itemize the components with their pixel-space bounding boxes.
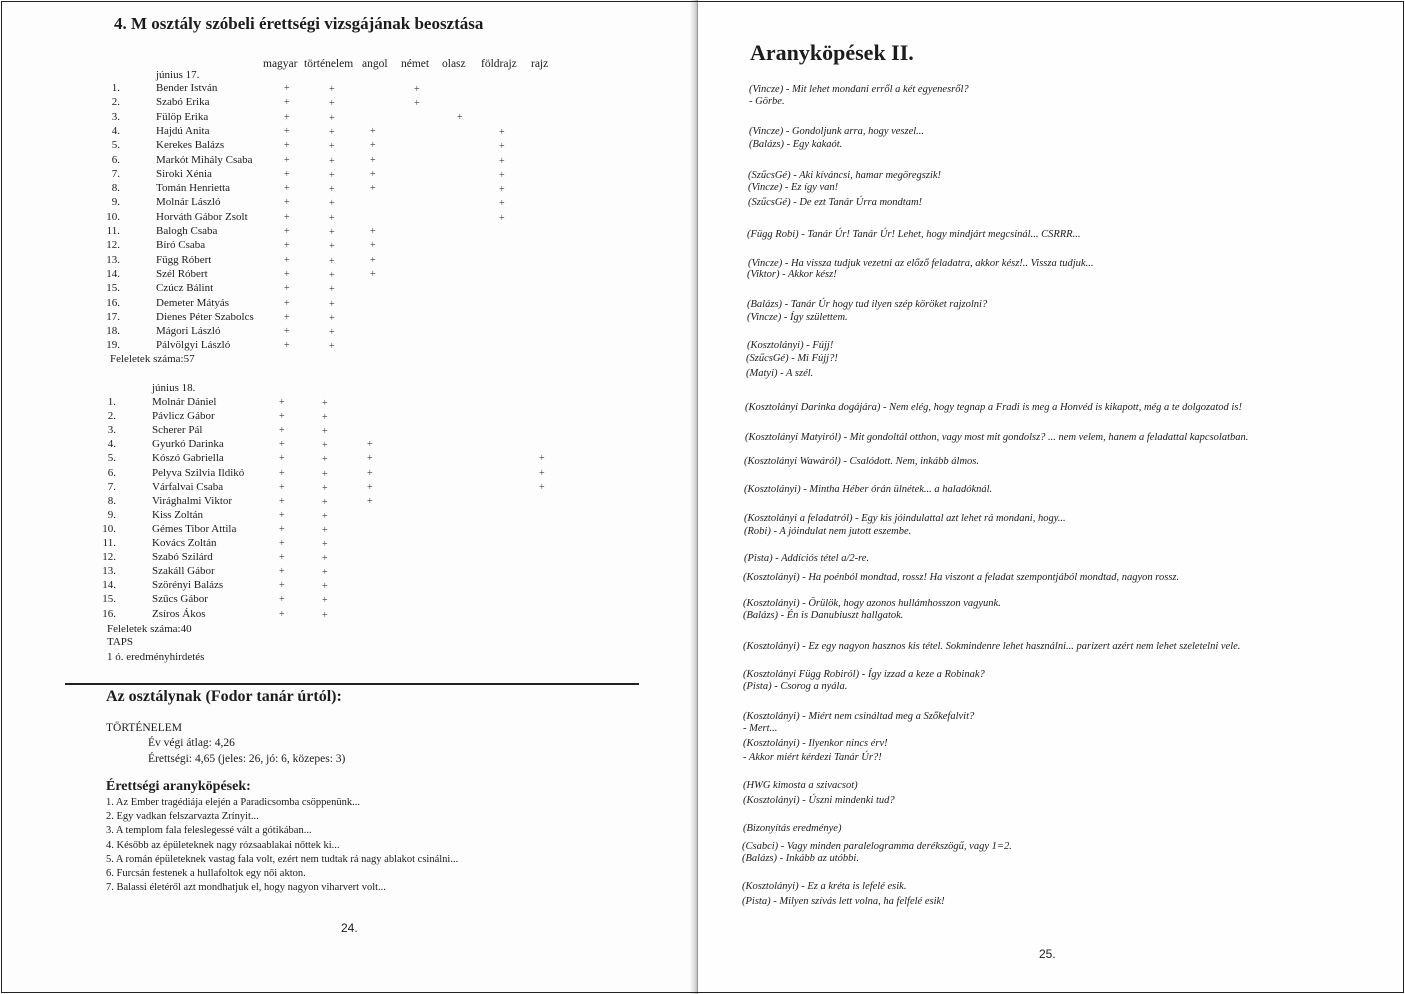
- table-row: [96, 297, 566, 311]
- subject-mark: +: [414, 98, 420, 110]
- quote-line: (Pista) - Addíciós tétel a/2-re.: [744, 553, 870, 564]
- subject-mark: +: [499, 184, 505, 196]
- subject-mark: +: [370, 254, 376, 266]
- row-number: 5.: [107, 452, 116, 465]
- student-name: Szél Róbert: [156, 267, 208, 280]
- day2-total: Feleletek száma:40: [107, 623, 192, 635]
- subject-mark: +: [322, 539, 328, 550]
- quote-line: - Akkor miért kérdezi Tanár Úr?!: [743, 752, 882, 763]
- student-name: Szabó Szilárd: [152, 551, 213, 564]
- table-row: [92, 410, 562, 424]
- student-name: Balogh Csaba: [156, 225, 218, 237]
- quote-line: (Balázs) - Egy kakaót.: [749, 139, 843, 150]
- quote-line: (Kosztolányi a feladatról) - Egy kis jóindulattal azt lehet rá mondani, hogy...: [744, 513, 1066, 524]
- subject-mark: +: [279, 453, 285, 465]
- subject-mark: +: [329, 269, 335, 281]
- subject-mark: +: [284, 340, 290, 352]
- subject-mark: +: [329, 341, 335, 353]
- subject-mark: +: [329, 98, 335, 110]
- page-number-left: 24.: [341, 921, 358, 935]
- exam-quote: 1. Az Ember tragédiája elején a Paradicsomba csöppenünk...: [106, 797, 360, 808]
- table-row: [92, 495, 562, 509]
- subject-mark: +: [329, 312, 335, 324]
- row-number: 11.: [106, 225, 120, 237]
- student-name: Kovács Zoltán: [152, 537, 217, 549]
- exam-quote: 4. Később az épületeknek nagy rózsaablakai nőttek ki...: [106, 839, 340, 851]
- exam-quote: 3. A templom fala feleslegessé vált a gótikában...: [106, 825, 312, 837]
- subject-header: angol: [362, 58, 388, 70]
- student-name: Szörényi Balázs: [152, 579, 224, 592]
- quote-line: (Függ Robi) - Tanár Úr! Tanár Úr! Lehet, hogy mindjárt megcsinál... CSRRR...: [747, 229, 1081, 240]
- table-row: [92, 523, 562, 537]
- student-name: Fülöp Erika: [156, 110, 209, 123]
- row-number: 19.: [106, 339, 120, 352]
- subject-mark: +: [284, 111, 290, 123]
- subject-header: olasz: [442, 58, 466, 70]
- subject-mark: +: [279, 608, 285, 620]
- quote-line: (Balázs) - Inkább az utóbbi.: [742, 853, 859, 864]
- row-number: 3.: [111, 110, 120, 123]
- quote-line: (SzűcsGé) - Aki kíváncsi, hamar megöregszik!: [748, 170, 942, 181]
- student-name: Demeter Mátyás: [156, 296, 229, 309]
- table-row: [92, 537, 562, 551]
- student-name: Molnár Dániel: [152, 396, 217, 408]
- row-number: 9.: [111, 196, 120, 209]
- quote-line: (SzűcsGé) - De ezt Tanár Úrra mondtam!: [748, 197, 923, 208]
- exam-quote: 6. Furcsán festenek a hullafoltok egy női akton.: [106, 868, 306, 879]
- subject-mark: +: [322, 412, 328, 424]
- quote-line: (Kosztolányi) - Mintha Héber órán ülnétek... a haladóknál.: [744, 484, 993, 495]
- subject-mark: +: [329, 298, 335, 310]
- subject-header: magyar: [263, 58, 298, 70]
- table-row: [92, 396, 562, 410]
- row-number: 10.: [102, 522, 116, 535]
- subject-mark: +: [367, 453, 373, 465]
- row-number: 2.: [111, 96, 120, 109]
- quote-line: (SzűcsGé) - Mi Fújj?!: [746, 353, 838, 364]
- exam-quote: 7. Balassi életéről azt mondhatjuk el, hogy nagyon viharvert volt...: [106, 882, 386, 894]
- subject-mark: +: [499, 212, 505, 224]
- subject-mark: +: [329, 184, 335, 196]
- class-section-title: Az osztálynak (Fodor tanár úrtól):: [106, 688, 342, 705]
- day2-extra-taps: TAPS: [107, 636, 134, 648]
- table-row: [96, 282, 566, 296]
- subject-mark: +: [322, 595, 328, 607]
- quote-line: (Vincze) - Mit lehet mondani erről a két egyenesről?: [749, 84, 969, 95]
- subject-mark: +: [322, 398, 328, 409]
- subject-mark: +: [329, 155, 335, 167]
- subject-mark: +: [279, 580, 285, 592]
- tortenelem-label: TÖRTÉNELEM: [106, 722, 182, 734]
- subject-mark: +: [329, 241, 335, 253]
- subject-mark: +: [284, 97, 290, 109]
- subject-mark: +: [370, 240, 376, 252]
- table-row: [92, 551, 562, 565]
- table-row: [96, 254, 566, 268]
- subject-mark: +: [414, 84, 420, 95]
- subject-mark: +: [329, 126, 335, 138]
- table-row: [96, 154, 566, 168]
- subject-mark: +: [284, 226, 290, 237]
- subject-mark: +: [284, 211, 290, 223]
- quote-line: (Pista) - Csorog a nyála.: [743, 681, 848, 692]
- quote-line: (Kosztolányi) - Ilyenkor nincs érv!: [743, 738, 888, 749]
- subject-mark: +: [322, 482, 328, 494]
- subject-mark: +: [539, 481, 545, 493]
- quote-line: - Mert...: [743, 723, 778, 734]
- table-row: [96, 211, 566, 225]
- table-row: [96, 196, 566, 210]
- quote-line: (Kosztolányi Wawáról) - Csalódott. Nem, inkább álmos.: [744, 456, 979, 467]
- subject-mark: +: [367, 467, 373, 479]
- subject-mark: +: [284, 283, 290, 295]
- day1-date: június 17.: [156, 69, 200, 81]
- row-number: 1.: [111, 82, 120, 94]
- subject-mark: +: [279, 425, 285, 437]
- table-row: [92, 424, 562, 438]
- page-number-right: 25.: [1039, 947, 1056, 961]
- subject-mark: +: [322, 496, 328, 508]
- student-name: Horváth Gábor Zsolt: [156, 210, 248, 223]
- row-number: 6.: [107, 466, 116, 479]
- subject-mark: +: [370, 168, 376, 180]
- subject-mark: +: [322, 581, 328, 593]
- student-name: Hajdú Anita: [156, 124, 210, 137]
- row-number: 7.: [111, 167, 120, 180]
- subject-mark: +: [370, 268, 376, 280]
- table-row: [96, 111, 566, 125]
- subject-mark: +: [322, 524, 328, 536]
- quote-line: (Kosztolányi) - Fújj!: [747, 340, 834, 351]
- quote-line: (Kosztolányi Darinka dogájára) - Nem elég, hogy tegnap a Fradi is meg a Honvéd is kikapott, még a te dolgozatod is!: [745, 402, 1242, 413]
- row-number: 7.: [107, 480, 116, 493]
- student-name: Szabó Erika: [156, 96, 210, 109]
- table-row: [96, 82, 566, 96]
- row-number: 15.: [102, 593, 116, 606]
- subject-mark: +: [279, 397, 285, 408]
- quote-line: (Csabci) - Vagy minden paralelogramma derékszögű, vagy 1=2.: [742, 841, 1012, 852]
- table-row: [92, 438, 562, 452]
- row-number: 9.: [107, 508, 116, 521]
- subject-header: történelem: [304, 58, 354, 70]
- subject-mark: +: [322, 440, 328, 452]
- exam-quotes-title: Érettségi aranyköpések:: [106, 779, 251, 794]
- row-number: 10.: [106, 210, 120, 223]
- student-name: Gyurkó Darinka: [152, 438, 224, 451]
- row-number: 14.: [106, 267, 120, 280]
- table-row: [92, 579, 562, 593]
- subject-mark: +: [279, 439, 285, 451]
- subject-mark: +: [329, 84, 335, 95]
- table-row: [92, 509, 562, 523]
- subject-mark: +: [539, 453, 545, 465]
- subject-mark: +: [539, 467, 545, 479]
- student-name: Siroki Xénia: [156, 167, 212, 180]
- student-name: Bíró Csaba: [156, 239, 206, 252]
- student-name: Dienes Péter Szabolcs: [156, 310, 254, 323]
- quote-line: (Balázs) - Én is Danubiuszt hallgatok.: [743, 610, 904, 621]
- row-number: 12.: [106, 239, 120, 252]
- subject-mark: +: [329, 141, 335, 153]
- student-name: Várfalvai Csaba: [152, 480, 224, 493]
- subject-mark: +: [279, 552, 285, 564]
- row-number: 4.: [107, 438, 116, 451]
- table-row: [96, 268, 566, 282]
- quote-line: (Viktor) - Akkor kész!: [747, 269, 837, 280]
- subject-mark: +: [279, 594, 285, 606]
- aranykopesek-title: Aranyköpések II.: [750, 40, 914, 65]
- subject-mark: +: [284, 311, 290, 323]
- quote-line: (Kosztolányi) - Ez egy nagyon hasznos kis tétel. Sokmindenre lehet használni... parizert azért nem lehet szeletelni vele.: [743, 641, 1241, 652]
- table-row: [96, 168, 566, 182]
- subject-mark: +: [284, 125, 290, 137]
- subject-mark: +: [284, 183, 290, 195]
- table-row: [96, 96, 566, 110]
- quote-line: (Kosztolányi) - Ez a kréta is lefelé esik.: [742, 881, 907, 892]
- quote-line: (Balázs) - Tanár Úr hogy tud ilyen szép köröket rajzolni?: [747, 299, 988, 310]
- student-name: Pávlicz Gábor: [152, 410, 215, 423]
- day1-table: [96, 82, 566, 352]
- row-number: 18.: [106, 325, 120, 338]
- quote-line: (Kosztolányi) - Úszni mindenki tud?: [743, 795, 895, 806]
- subject-mark: +: [284, 140, 290, 152]
- subject-mark: +: [322, 553, 328, 565]
- subject-mark: +: [284, 297, 290, 309]
- table-row: [96, 311, 566, 325]
- quote-line: (Kosztolányi Matyiról) - Mit gondoltál otthon, vagy most mit gondolsz? ... nem velem, hanem a feladattal kapcsolatban.: [745, 432, 1249, 443]
- quote-line: (Kosztolányi) - Ha poénból mondtad, rossz! Ha viszont a feladat szempontjából mondtad, nagyon rossz.: [743, 572, 1180, 583]
- subject-mark: +: [322, 468, 328, 480]
- subject-header: rajz: [531, 58, 549, 70]
- subject-mark: +: [322, 454, 328, 466]
- student-name: Czúcz Bálint: [156, 282, 214, 295]
- subject-mark: +: [499, 141, 505, 153]
- table-row: [92, 467, 562, 481]
- quote-line: (HWG kimosta a szivacsot): [743, 780, 858, 791]
- quote-line: (Matyi) - A szél.: [746, 368, 814, 379]
- subject-mark: +: [279, 538, 285, 549]
- subject-mark: +: [329, 198, 335, 210]
- student-name: Gémes Tibor Attila: [152, 522, 237, 535]
- row-number: 8.: [111, 182, 120, 195]
- subject-mark: +: [329, 112, 335, 124]
- subject-mark: +: [322, 567, 328, 579]
- subject-mark: +: [367, 495, 373, 507]
- student-name: Szűcs Gábor: [152, 593, 208, 606]
- schedule-title: 4. M osztály szóbeli érettségi vizsgájának beosztása: [114, 14, 484, 33]
- subject-mark: +: [284, 83, 290, 94]
- tortenelem-average: Év végi átlag: 4,26: [148, 737, 235, 749]
- table-row: [96, 182, 566, 196]
- row-number: 4.: [111, 124, 120, 137]
- quote-line: (Kosztolányi) - Miért nem csináltad meg a Szőkefalvit?: [743, 711, 975, 722]
- row-number: 13.: [102, 565, 116, 578]
- row-number: 16.: [102, 607, 116, 620]
- row-number: 1.: [107, 396, 116, 408]
- subject-mark: +: [284, 240, 290, 252]
- student-name: Kiss Zoltán: [152, 508, 204, 521]
- student-name: Függ Róbert: [156, 253, 212, 266]
- section-divider: [65, 683, 639, 685]
- subject-mark: +: [370, 140, 376, 152]
- student-name: Kószó Gabriella: [152, 452, 224, 465]
- row-number: 2.: [107, 410, 116, 423]
- student-name: Mágori László: [156, 325, 221, 338]
- quote-line: (Bizonyítás eredménye): [743, 823, 842, 834]
- subject-mark: +: [279, 481, 285, 493]
- row-number: 3.: [107, 424, 116, 437]
- student-name: Kerekes Balázs: [156, 139, 225, 152]
- day2-table: [92, 396, 562, 626]
- table-row: [92, 608, 562, 622]
- exam-quote: 2. Egy vadkan felszarvazta Zrínyit...: [106, 811, 259, 823]
- table-row: [96, 139, 566, 153]
- student-name: Pelyva Szilvia Ildikó: [152, 466, 245, 479]
- row-number: 5.: [111, 139, 120, 152]
- subject-mark: +: [284, 268, 290, 280]
- tortenelem-exam: Érettségi: 4,65 (jeles: 26, jó: 6, közepes: 3): [148, 753, 346, 765]
- row-number: 16.: [106, 296, 120, 309]
- subject-mark: +: [367, 439, 373, 451]
- subject-mark: +: [279, 523, 285, 535]
- student-name: Markót Mihály Csaba: [156, 153, 253, 166]
- subject-mark: +: [284, 326, 290, 338]
- row-number: 8.: [107, 494, 116, 507]
- table-row: [92, 481, 562, 495]
- subject-mark: +: [370, 226, 376, 237]
- day2-extra-results: 1 ó. eredményhirdetés: [107, 651, 205, 663]
- subject-mark: +: [279, 467, 285, 479]
- table-row: [96, 125, 566, 139]
- row-number: 17.: [106, 310, 120, 323]
- table-row: [96, 339, 566, 353]
- quote-line: - Görbe.: [749, 96, 785, 107]
- subject-mark: +: [284, 154, 290, 166]
- subject-mark: +: [367, 481, 373, 493]
- row-number: 6.: [111, 153, 120, 166]
- subject-mark: +: [499, 169, 505, 181]
- subject-mark: +: [279, 411, 285, 423]
- quote-line: (Vincze) - Ez így van!: [748, 182, 839, 193]
- subject-mark: +: [284, 197, 290, 209]
- subject-mark: +: [370, 154, 376, 166]
- table-row: [92, 452, 562, 466]
- quote-line: (Vincze) - Ha vissza tudjuk vezetni az előző feladatra, akkor kész!.. Vissza tudjuk...: [748, 258, 1094, 269]
- subject-mark: +: [499, 126, 505, 138]
- subject-mark: +: [329, 169, 335, 181]
- student-name: Bender István: [156, 82, 218, 94]
- subject-mark: +: [329, 284, 335, 296]
- subject-header: földrajz: [481, 58, 517, 70]
- student-name: Virághalmi Viktor: [152, 494, 233, 507]
- row-number: 14.: [102, 579, 116, 592]
- day1-total: Feleletek száma:57: [110, 353, 195, 365]
- subject-mark: +: [370, 183, 376, 195]
- row-number: 13.: [106, 253, 120, 266]
- subject-mark: +: [457, 111, 463, 123]
- student-name: Szakáll Gábor: [152, 565, 215, 578]
- quote-line: (Robi) - A jóindulat nem jutott eszembe.: [744, 526, 912, 537]
- subject-mark: +: [329, 212, 335, 224]
- subject-mark: +: [499, 198, 505, 210]
- left-page: [0, 0, 698, 994]
- student-name: Zsíros Ákos: [152, 607, 206, 620]
- quote-line: (Kosztolányi Függ Robiról) - Így izzad a keze a Robinak?: [743, 669, 985, 680]
- table-row: [92, 565, 562, 579]
- subject-mark: +: [329, 327, 335, 339]
- subject-mark: +: [370, 125, 376, 137]
- quote-line: (Vincze) - Így születtem.: [747, 312, 848, 323]
- student-name: Tomán Henrietta: [156, 182, 231, 195]
- quote-line: (Pista) - Milyen szívás lett volna, ha felfelé esik!: [742, 896, 945, 907]
- subject-mark: +: [322, 510, 328, 522]
- exam-quote: 5. A román épületeknek vastag fala volt, ezért nem tudtak rá nagy ablakot csinálni...: [106, 853, 459, 865]
- quote-line: (Kosztolányi) - Örülök, hogy azonos hullámhosszon vagyunk.: [743, 598, 1001, 609]
- row-number: 12.: [102, 551, 116, 564]
- student-name: Molnár László: [156, 196, 221, 209]
- subject-mark: +: [279, 509, 285, 521]
- subject-mark: +: [279, 566, 285, 578]
- subject-mark: +: [322, 609, 328, 621]
- quote-line: (Vincze) - Gondoljunk arra, hogy veszel...: [749, 126, 925, 137]
- row-number: 11.: [102, 537, 116, 549]
- subject-header: német: [401, 58, 430, 70]
- subject-mark: +: [499, 155, 505, 167]
- table-row: [96, 325, 566, 339]
- subject-mark: +: [329, 255, 335, 267]
- row-number: 15.: [106, 282, 120, 295]
- subject-mark: +: [322, 426, 328, 438]
- subject-mark: +: [279, 495, 285, 507]
- subject-mark: +: [284, 254, 290, 266]
- table-row: [92, 593, 562, 607]
- subject-mark: +: [329, 227, 335, 238]
- subject-mark: +: [284, 168, 290, 180]
- student-name: Scherer Pál: [152, 424, 203, 437]
- student-name: Pálvölgyi László: [156, 339, 231, 352]
- day2-date: június 18.: [152, 382, 196, 394]
- table-row: [96, 239, 566, 253]
- table-row: [96, 225, 566, 239]
